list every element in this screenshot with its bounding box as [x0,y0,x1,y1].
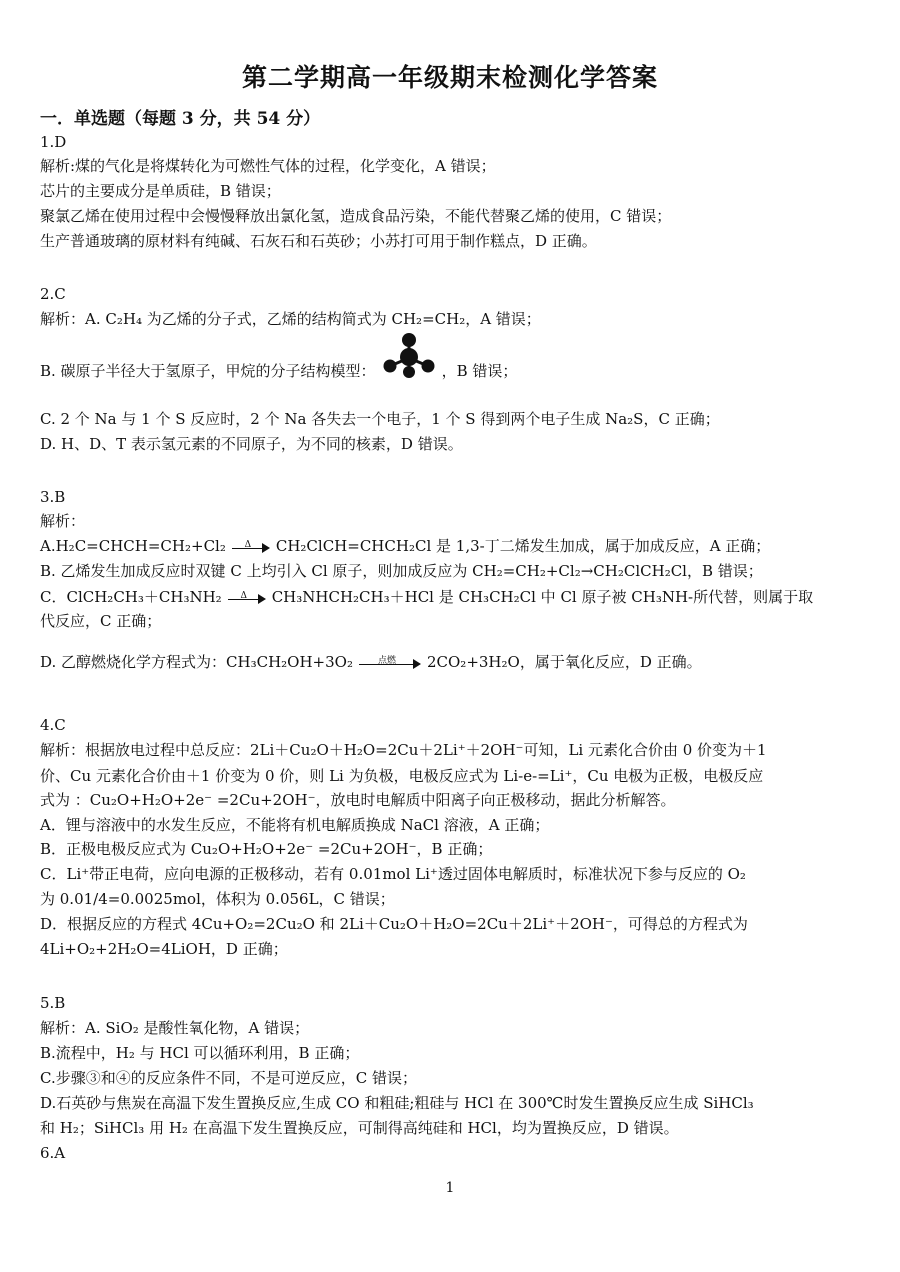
heat-arrow-icon [228,591,266,605]
q4-line: B．正极电极反应式为 Cu₂O+H₂O+2e⁻ =2Cu+2OH⁻，B 正确； [40,840,493,858]
q5-heading: 5.B [40,994,66,1012]
q3-equation-left: D. 乙醇燃烧化学方程式为：CH₃CH₂OH+3O₂ [40,653,353,671]
q2-line: C. 2 个 Na 与 1 个 S 反应时，2 个 Na 各失去一个电子，1 个 S 得到两个电子生成 Na₂S，C 正确； [40,410,720,428]
q3-equation-right: CH₂ClCH=CHCH₂Cl 是 1,3-丁二烯发生加成，属于加成反应，A 正确； [275,537,771,555]
q5-line: C.步骤③和④的反应条件不同，不是可逆反应，C 错误； [40,1069,417,1087]
q3-equation-right: CH₃NHCH₂CH₃＋HCl 是 CH₃CH₂Cl 中 Cl 原子被 CH₃NH-所代替，则属于取 [271,588,814,606]
page-title: 第二学期高一年级期末检测化学答案 [241,63,658,92]
q4-line: A．锂与溶液中的水发生反应，不能将有机电解质换成 NaCl 溶液，A 正确； [40,816,550,834]
q3-line-a [40,535,872,557]
q3-line-c [40,586,872,608]
methane-ball-model-icon [380,332,438,382]
q3-equation-left: C．ClCH₂CH₃＋CH₃NH₂ [40,588,222,606]
q4-line: 4Li+O₂+2H₂O=4LiOH，D 正确； [40,940,288,958]
q5-line: 和 H₂；SiHCl₃ 用 H₂ 在高温下发生置换反应，可制得高纯硅和 HCl，均为置换反应，D 错误。 [40,1119,679,1137]
q1-line: 芯片的主要成分是单质硅，B 错误； [40,182,281,200]
q3-line: B. 乙烯发生加成反应时双键 C 上均引入 Cl 原子，则加成反应为 CH₂=CH₂+Cl₂→CH₂ClCH₂Cl，B 错误； [40,562,763,580]
q2-line-b [40,360,872,382]
q2-line-b-text: B. 碳原子半径大于氢原子，甲烷的分子结构模型： [40,362,376,380]
q2-heading: 2.C [40,285,66,303]
arrow-condition: Δ [244,540,252,550]
q5-line: D.石英砂与焦炭在高温下发生置换反应,生成 CO 和粗硅;粗硅与 HCl 在 300℃时发生置换反应生成 SiHCl₃ [40,1094,754,1112]
ignite-arrow-icon [359,656,421,670]
q4-line: D．根据反应的方程式 4Cu+O₂=2Cu₂O 和 2Li＋Cu₂O＋H₂O=2Cu＋2Li⁺＋2OH⁻，可得总的方程式为 [40,915,748,933]
q1-line: 生产普通玻璃的原材料有纯碱、石灰石和石英砂；小苏打可用于制作糕点，D 正确。 [40,232,597,250]
q2-line: 解析：A. C₂H₄ 为乙烯的分子式，乙烯的结构简式为 CH₂=CH₂，A 错误； [40,310,541,328]
page-number: 1 [445,1180,455,1196]
q4-line: C．Li⁺带正电荷，应向电源的正极移动，若有 0.01mol Li⁺透过固体电解质时，标准状况下参与反应的 O₂ [40,865,746,883]
q3-line: 解析： [40,512,86,530]
q5-line: 解析：A. SiO₂ 是酸性氧化物，A 错误； [40,1019,310,1037]
q6-heading: 6.A [40,1144,66,1162]
q2-line-b-tail: ，B 错误； [441,362,518,380]
heat-arrow-icon [232,540,270,554]
q3-equation-right: 2CO₂+3H₂O，属于氧化反应，D 正确。 [426,653,702,671]
q3-line-d [40,651,872,673]
q3-equation-left: A.H₂C=CHCH=CH₂+Cl₂ [40,537,226,555]
q4-line: 为 0.01/4=0.0025mol，体积为 0.056L，C 错误； [40,890,395,908]
q4-heading: 4.C [40,716,66,734]
q3-heading: 3.B [40,488,66,506]
q5-line: B.流程中，H₂ 与 HCl 可以循环利用，B 正确； [40,1044,360,1062]
section-heading: 一．单选题（每题 3 分，共 54 分） [40,109,321,129]
q1-line: 聚氯乙烯在使用过程中会慢慢释放出氯化氢，造成食品污染，不能代替聚乙烯的使用，C 错误； [40,207,672,225]
q1-line: 解析:煤的气化是将煤转化为可燃性气体的过程，化学变化，A 错误； [40,157,496,175]
arrow-condition: 点燃 [377,656,396,666]
q2-line: D. H、D、T 表示氢元素的不同原子，为不同的核素，D 错误。 [40,435,463,453]
arrow-condition: Δ [240,591,247,601]
q4-line: 解析：根据放电过程中总反应：2Li＋Cu₂O＋H₂O=2Cu＋2Li⁺＋2OH⁻可知，Li 元素化合价由 0 价变为＋1 [40,741,767,759]
q4-line: 价、Cu 元素化合价由＋1 价变为 0 价，则 Li 为负极，电极反应式为 Li-e-=Li⁺，Cu 电极为正极，电极反应 [40,767,764,785]
q3-line: 代反应，C 正确； [40,612,162,630]
q4-line: 式为 ：Cu₂O+H₂O+2e⁻ =2Cu+2OH⁻，放电时电解质中阳离子向正极移动，据此分析解答。 [40,791,676,809]
q1-heading: 1.D [40,133,67,151]
